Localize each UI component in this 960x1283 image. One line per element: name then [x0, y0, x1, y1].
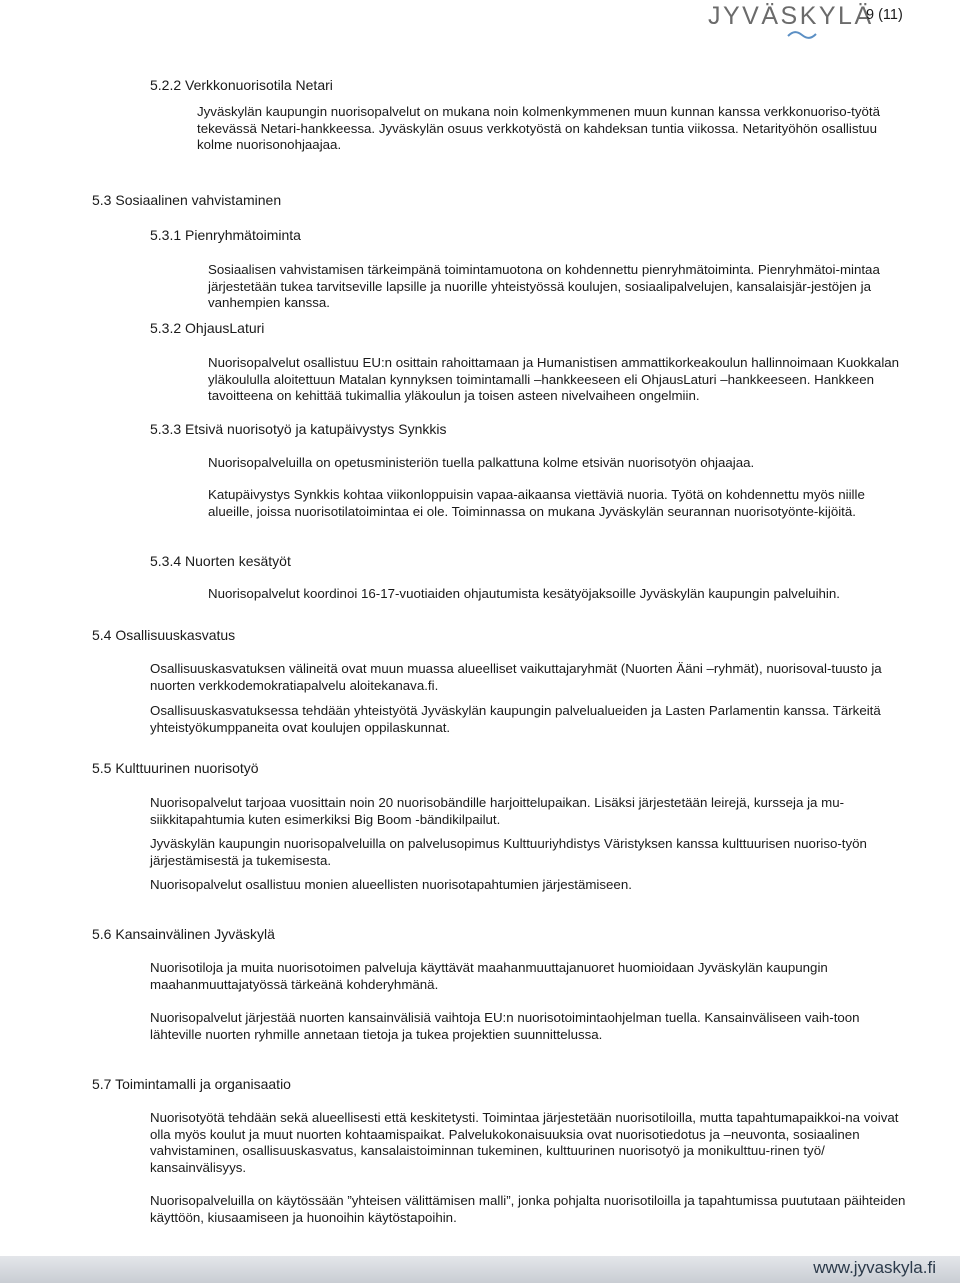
paragraph-bandit: Nuorisopalvelut tarjoaa vuosittain noin 20 nuorisobändille harjoittelupaikan. Lisäksi järjestetään leirejä, kursseja ja mu-siikkitapahtumia kuten esimerkiksi Big Boom -bändikilpailut.	[150, 795, 845, 827]
section-heading-5-3-2: 5.3.2 OhjausLaturi	[150, 320, 265, 336]
section-heading-5-2-2: 5.2.2 Verkkonuorisotila Netari	[150, 77, 333, 93]
section-heading-5-4: 5.4 Osallisuuskasvatus	[92, 627, 236, 643]
paragraph-pienryhmatoiminta: Sosiaalisen vahvistamisen tärkeimpänä toimintamuotona on kohdennettu pienryhmätoiminta. Pienryhmätoi-mintaa järjestetään tukea tarvitseville lapsille ja nuorille yhteistyössä koulujen, sosiaalipalvelujen, kansalaisjär-jestöjen ja vanhempien kanssa.	[208, 262, 880, 311]
section-heading-5-3-3: 5.3.3 Etsivä nuorisotyö ja katupäivystys Synkkis	[150, 421, 447, 437]
paragraph-tapahtumat: Nuorisopalvelut osallistuu monien alueellisten nuorisotapahtumien järjestämiseen.	[150, 877, 632, 892]
section-heading-5-7: 5.7 Toimintamalli ja organisaatio	[92, 1076, 291, 1092]
paragraph-osallisuus-yhteistyo: Osallisuuskasvatuksessa tehdään yhteistyötä Jyväskylän kaupungin palvelualueiden ja Lasten Parlamentin kanssa. Tärkeitä yhteistyökumppaneita ovat koulujen oppilaskunnat.	[150, 703, 881, 735]
paragraph-valittamisen-malli: Nuorisopalveluilla on käytössään ”yhteisen välittämisen malli”, jonka pohjalta nuorisotiloilla ja tapahtumissa puututaan päihteiden käyttöön, kiusaamiseen ja huonoihin käytöstapoihin.	[150, 1193, 906, 1225]
paragraph-etsiva-nuorisotyo: Nuorisopalveluilla on opetusministeriön tuella palkattuna kolme etsivän nuorisotyön ohjaajaa.	[208, 455, 755, 470]
paragraph-kesatyot: Nuorisopalvelut koordinoi 16-17-vuotiaiden ohjautumista kesätyöjaksoille Jyväskylän kaupungin palveluihin.	[208, 586, 840, 601]
section-heading-5-3-1: 5.3.1 Pienryhmätoiminta	[150, 227, 301, 243]
page-number: 9 (11)	[866, 7, 903, 23]
section-heading-5-5: 5.5 Kulttuurinen nuorisotyö	[92, 760, 259, 776]
section-heading-5-3: 5.3 Sosiaalinen vahvistaminen	[92, 192, 282, 208]
section-heading-5-6: 5.6 Kansainvälinen Jyväskylä	[92, 926, 275, 942]
jyvaskyla-logo: JYVÄSKYLÄ	[708, 2, 874, 30]
paragraph-toimintamalli: Nuorisotyötä tehdään sekä alueellisesti että keskitetysti. Toimintaa järjestetään nuorisotiloilla, mutta tapahtumapaikkoi-na voivat olla myös koulut ja muut nuorten kohtaamispaikat. Palvelukokonaisuuksia ovat nuorisotiedotus ja –neuvonta, sosiaalinen vahvistaminen, osallisuuskasvatus, kansalaistoiminnan tukeminen, kulttuurinen nuorisotyö ja monikulttuu-rinen työ/ kansainvälisyys.	[150, 1110, 899, 1175]
paragraph-varistys: Jyväskylän kaupungin nuorisopalveluilla on palvelusopimus Kulttuuriyhdistys Väristyksen kanssa kulttuurisen nuoriso-työn järjestämisestä ja tukemisesta.	[150, 836, 867, 868]
paragraph-netari: Jyväskylän kaupungin nuorisopalvelut on mukana noin kolmenkymmenen muun kunnan kanssa verkkonuoriso-työtä tekevässä Netari-hankkeessa. Jyväskylän osuus verkkotyöstä on kahdeksan tuntia viikossa. Netarityöhön osallistuu kolme nuorisonohjaajaa.	[197, 104, 880, 153]
paragraph-kansainvaliset-vaihdot: Nuorisopalvelut järjestää nuorten kansainvälisiä vaihtoja EU:n nuorisotoimintaohjelman tuella. Kansainväliseen vaih-toon lähteville nuorten ryhmille annetaan tietoja ja tukea projektien suunnittelussa.	[150, 1010, 860, 1042]
paragraph-maahanmuuttajat: Nuorisotiloja ja muita nuorisotoimen palveluja käyttävät maahanmuuttajanuoret huomioidaan Jyväskylän kaupungin maahanmuuttajatyössä tärkeänä kohderyhmänä.	[150, 960, 828, 992]
footer-website-link[interactable]: www.jyvaskyla.fi	[813, 1258, 936, 1277]
paragraph-ohjauslaturi: Nuorisopalvelut osallistuu EU:n osittain rahoittamaan ja Humanistisen ammattikorkeakoulun hallinnoimaan Kuokkalan yläkoululla aloitettuun Matalan kynnyksen toimintamalli –hankkeeseen eli OhjausLaturi –hankkeeseen. Hankkeen tavoitteena on kehittää tukimallia yläkoulun ja toisen asteen nivelvaiheen ongelmiin.	[208, 355, 900, 404]
logo-wave-icon	[787, 30, 817, 40]
section-heading-5-3-4: 5.3.4 Nuorten kesätyöt	[150, 553, 291, 569]
paragraph-synkkis: Katupäivystys Synkkis kohtaa viikonloppuisin vapaa-aikaansa viettäviä nuoria. Työtä on kohdennettu myös niille alueille, joissa nuorisotilatoimintaa ei ole. Toiminnassa on mukana Jyväskylän seurannan nuorisotyönte-kijöitä.	[208, 487, 865, 519]
paragraph-osallisuus-valineet: Osallisuuskasvatuksen välineitä ovat muun muassa alueelliset vaikuttajaryhmät (Nuorten Ääni –ryhmät), nuorisoval-tuusto ja nuorten verkkodemokratiapalvelu aloitekanava.fi.	[150, 661, 882, 693]
